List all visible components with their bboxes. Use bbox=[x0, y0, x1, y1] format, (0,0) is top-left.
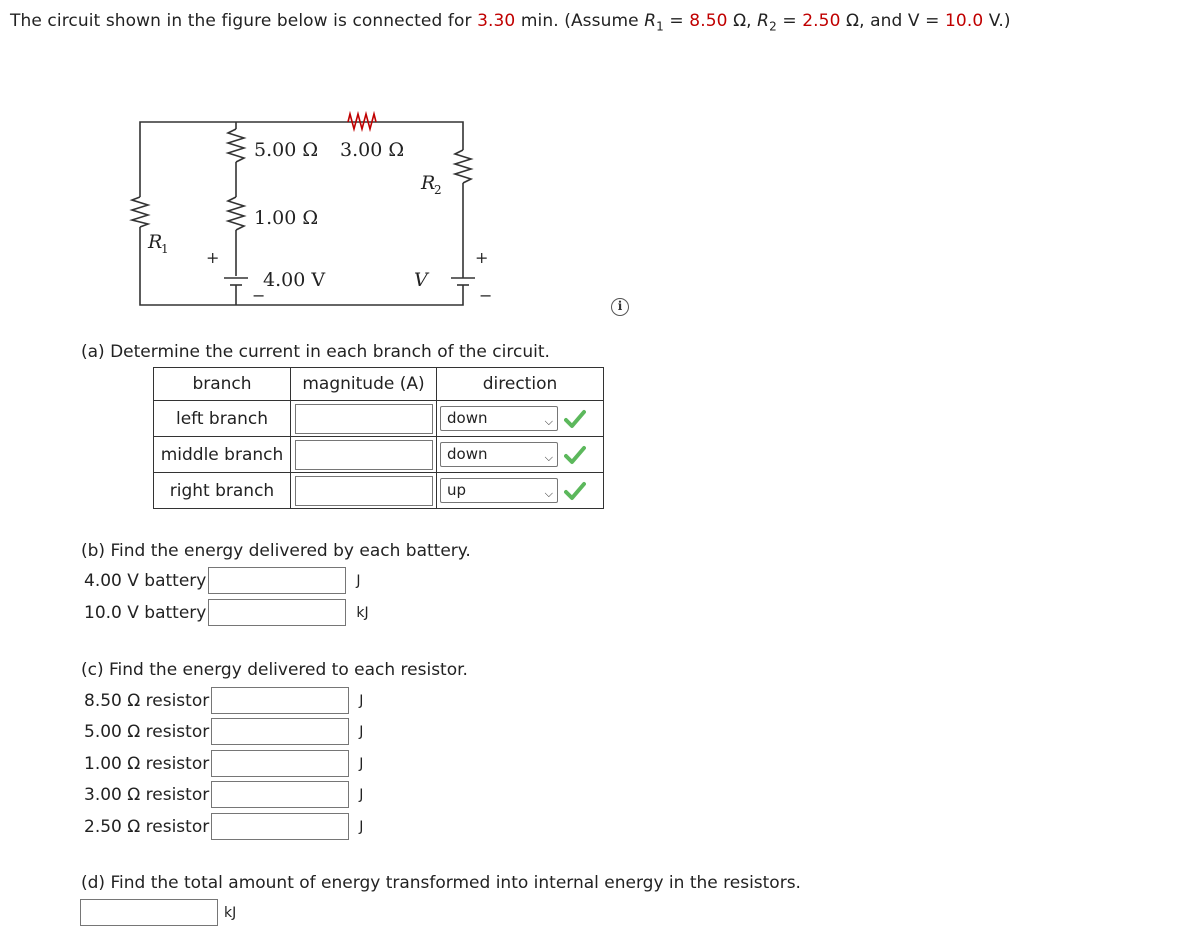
table-row bbox=[154, 473, 604, 509]
resistor-100-energy-input[interactable] bbox=[211, 750, 349, 777]
plus-right: + bbox=[475, 248, 489, 267]
row-label: 10.0 V battery bbox=[84, 602, 207, 623]
middle-branch-magnitude-input[interactable] bbox=[295, 440, 433, 470]
unit-label: J bbox=[359, 786, 364, 803]
label-3ohm: 3.00 Ω bbox=[340, 139, 405, 161]
total-energy-input[interactable] bbox=[80, 899, 218, 926]
r1-symbol: R bbox=[644, 11, 657, 31]
row-label: 4.00 V battery bbox=[84, 570, 207, 591]
table-row bbox=[154, 401, 604, 437]
v-value: 10.0 bbox=[945, 11, 984, 31]
unit-label: J bbox=[359, 692, 364, 709]
part-b-question: (b) Find the energy delivered by each battery. bbox=[81, 541, 471, 561]
chevron-down-icon: ⌵ bbox=[544, 451, 553, 464]
right-branch-magnitude-input[interactable] bbox=[295, 476, 433, 506]
label-r2-sub: 2 bbox=[434, 183, 442, 197]
part-c-question: (c) Find the energy delivered to each resistor. bbox=[81, 660, 468, 680]
header-direction: direction bbox=[437, 368, 604, 401]
v-unit: V.) bbox=[988, 11, 1011, 31]
header-branch: branch bbox=[154, 368, 291, 401]
r1-resistor bbox=[132, 197, 148, 227]
r2-resistor bbox=[455, 150, 471, 183]
circuit-diagram bbox=[118, 102, 518, 312]
r2-subscript: 2 bbox=[769, 19, 777, 34]
r1-value: 8.50 bbox=[689, 11, 728, 31]
r2-value: 2.50 bbox=[802, 11, 841, 31]
row-label: 3.00 Ω resistor bbox=[84, 784, 210, 805]
branch-label: middle branch bbox=[154, 437, 291, 473]
resistor-300-energy-input[interactable] bbox=[211, 781, 349, 808]
resistor-row bbox=[84, 813, 363, 840]
resistor-850-energy-input[interactable] bbox=[211, 687, 349, 714]
row-label: 1.00 Ω resistor bbox=[84, 753, 210, 774]
resistor-row bbox=[84, 781, 363, 808]
minus-right: − bbox=[479, 286, 493, 305]
time-unit: min. (Assume bbox=[520, 11, 639, 31]
select-value: up bbox=[447, 481, 467, 499]
unit-label: kJ bbox=[356, 604, 369, 621]
battery-10v-energy-input[interactable] bbox=[208, 599, 346, 626]
battery-4v-energy-input[interactable] bbox=[208, 567, 346, 594]
table-header-row bbox=[154, 368, 604, 401]
part-d-question: (d) Find the total amount of energy transformed into internal energy in the resistors. bbox=[81, 873, 801, 893]
unit-label: J bbox=[359, 723, 364, 740]
part-a-question: (a) Determine the current in each branch of the circuit. bbox=[81, 342, 550, 362]
header-magnitude: magnitude (A) bbox=[291, 368, 437, 401]
label-v: V bbox=[414, 269, 428, 291]
battery-10v-row bbox=[84, 599, 369, 626]
label-5ohm: 5.00 Ω bbox=[254, 139, 319, 161]
problem-statement: The circuit shown in the figure below is connected for 3.30 min. (Assume $R_1 = 8.50$ Ω, $R_2 = 2.50$ Ω, and V = 10.0 V.) bbox=[10, 11, 1011, 34]
resistor-row bbox=[84, 687, 363, 714]
current-table bbox=[153, 367, 604, 509]
select-value: down bbox=[447, 445, 488, 463]
chevron-down-icon: ⌵ bbox=[544, 415, 553, 428]
info-icon[interactable]: i bbox=[611, 298, 629, 316]
checkmark-icon bbox=[564, 409, 586, 429]
time-value: 3.30 bbox=[477, 11, 516, 31]
unit-label: J bbox=[359, 755, 364, 772]
resistor-row bbox=[84, 750, 363, 777]
minus-left: − bbox=[252, 286, 266, 305]
battery-4v-row bbox=[84, 567, 360, 594]
ohm-unit: Ω bbox=[733, 11, 747, 31]
resistor-500-energy-input[interactable] bbox=[211, 718, 349, 745]
equals-sign: = bbox=[669, 11, 684, 31]
label-r2: R bbox=[421, 172, 436, 194]
row-label: 2.50 Ω resistor bbox=[84, 816, 210, 837]
checkmark-icon bbox=[564, 481, 586, 501]
resistor-1ohm bbox=[228, 197, 244, 230]
right-branch-direction-select[interactable] bbox=[440, 478, 558, 503]
wire-bottom bbox=[140, 227, 463, 305]
resistor-row bbox=[84, 718, 363, 745]
resistor-250-energy-input[interactable] bbox=[211, 813, 349, 840]
total-energy-row bbox=[80, 899, 236, 926]
intro-text: The circuit shown in the figure below is connected for bbox=[10, 11, 472, 31]
label-r1-sub: 1 bbox=[161, 242, 169, 256]
unit-label: kJ bbox=[224, 904, 237, 921]
ohm-unit: Ω bbox=[846, 11, 860, 31]
table-row bbox=[154, 437, 604, 473]
left-branch-direction-select[interactable] bbox=[440, 406, 558, 431]
branch-label: left branch bbox=[154, 401, 291, 437]
equals-sign: = bbox=[782, 11, 797, 31]
unit-label: J bbox=[359, 818, 364, 835]
plus-left: + bbox=[206, 248, 220, 267]
r1-subscript: 1 bbox=[656, 19, 664, 34]
branch-label: right branch bbox=[154, 473, 291, 509]
label-4v: 4.00 V bbox=[263, 269, 326, 291]
label-1ohm: 1.00 Ω bbox=[254, 207, 319, 229]
unit-label: J bbox=[356, 572, 361, 589]
middle-branch-direction-select[interactable] bbox=[440, 442, 558, 467]
row-label: 5.00 Ω resistor bbox=[84, 721, 210, 742]
row-label: 8.50 Ω resistor bbox=[84, 690, 210, 711]
label-r1: R bbox=[148, 231, 163, 253]
select-value: down bbox=[447, 409, 488, 427]
and-v-text: and V = bbox=[870, 11, 940, 31]
checkmark-icon bbox=[564, 445, 586, 465]
resistor-5ohm bbox=[228, 129, 244, 162]
chevron-down-icon: ⌵ bbox=[544, 487, 553, 500]
r2-symbol: R bbox=[757, 11, 770, 31]
left-branch-magnitude-input[interactable] bbox=[295, 404, 433, 434]
